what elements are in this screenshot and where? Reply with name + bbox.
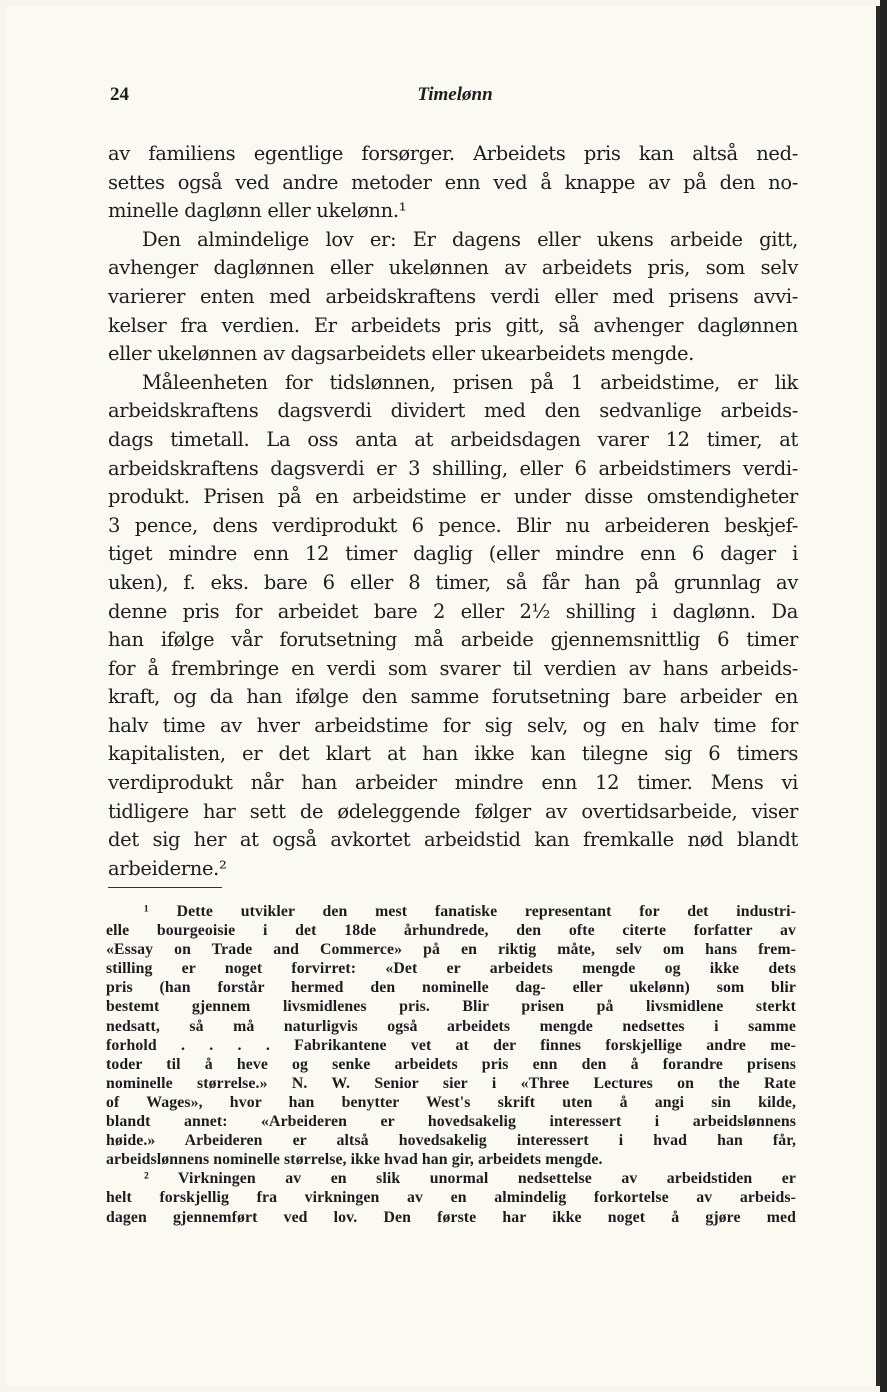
body-line: dags timetall. La oss anta at arbeidsdagen varer 12 timer, at	[108, 427, 798, 451]
body-line: varierer enten med arbeidskraftens verdi eller med prisens avvi-	[108, 284, 798, 308]
footnote-line: elle bourgeoisie i det 18de århundrede, den ofte citerte forfatter av	[106, 922, 796, 940]
footnote-line: blandt annet: «Arbeideren er hovedsakelig interessert i arbeidslønnens	[106, 1113, 796, 1131]
footnote-line: høide.» Arbeideren er altså hovedsakelig interessert i hvad han får,	[106, 1132, 796, 1150]
footnote-divider	[108, 887, 222, 888]
footnote-line: «Essay on Trade and Commerce» på en riktig måte, selv om hans frem-	[106, 941, 796, 959]
footnote-line: bestemt gjennem livsmidlenes pris. Blir prisen på livsmidlene sterkt	[106, 998, 796, 1016]
footnotes	[106, 902, 796, 1227]
footnote-line: nominelle størrelse.» N. W. Senior sier i «Three Lectures on the Rate	[106, 1074, 796, 1092]
body-line: kraft, og da han ifølge den samme forutsetning bare arbeider en	[108, 685, 798, 709]
body-line: arbeidskraftens dagsverdi er 3 shilling, eller 6 arbeidstimers verdi-	[108, 456, 798, 480]
body-line: tiget mindre enn 12 timer daglig (eller mindre enn 6 dager i	[108, 542, 798, 566]
footnote-line: forhold . . . . Fabrikantene vet at der finnes forskjellige andre me-	[106, 1036, 796, 1054]
body-line: for å frembringe en verdi som svarer til verdien av hans arbeids-	[108, 656, 798, 680]
footnote-line: toder til å heve og senke arbeidets pris enn den å forandre prisens	[106, 1055, 796, 1073]
body-line: tidligere har sett de ødeleggende følger av overtidsarbeide, viser	[108, 799, 798, 823]
body-line: kapitalisten, er det klart at han ikke kan tilegne sig 6 timers	[108, 742, 798, 766]
page-number: 24	[110, 84, 129, 105]
body-line: minelle daglønn eller ukelønn.¹	[108, 199, 407, 223]
body-line: han ifølge vår forutsetning må arbeide gjennemsnittlig 6 timer	[108, 628, 798, 652]
body-line: Den almindelige lov er: Er dagens eller ukens arbeide gitt,	[142, 227, 798, 251]
body-line: arbeidskraftens dagsverdi dividert med den sedvanlige arbeids-	[108, 399, 798, 423]
footnote-line: nedsatt, så må naturligvis også arbeidets mengde nedsettes i samme	[106, 1017, 796, 1035]
footnote-line: of Wages», hvor han benytter West's skrift uten å angi sin kilde,	[106, 1093, 796, 1111]
body-line: Måleenheten for tidslønnen, prisen på 1 arbeidstime, er lik	[142, 370, 798, 394]
body-line: av familiens egentlige forsørger. Arbeidets pris kan altså ned-	[108, 142, 798, 165]
body-line: settes også ved andre metoder enn ved å knappe av på den no-	[108, 170, 798, 194]
body-text	[108, 140, 798, 883]
footnote-line: arbeidslønnens nominelle størrelse, ikke hvad han gir, arbeidets mengde.	[106, 1151, 603, 1169]
body-line: avhenger daglønnen eller ukelønnen av arbeidets pris, som selv	[108, 256, 798, 280]
body-line: produkt. Prisen på en arbeidstime er under disse omstendigheter	[108, 485, 798, 509]
body-line: denne pris for arbeidet bare 2 eller 2½ shilling i daglønn. Da	[108, 599, 798, 623]
page-header	[110, 84, 800, 114]
body-line: eller ukelønnen av dagsarbeidets eller ukearbeidets mengde.	[108, 342, 694, 366]
body-line: det sig her at også avkortet arbeidstid kan fremkalle nød blandt	[108, 828, 798, 852]
footnote-line: helt forskjellig fra virkningen av en almindelig forkortelse av arbeids-	[106, 1189, 796, 1207]
body-line: halv time av hver arbeidstime for sig selv, og en halv time for	[108, 713, 798, 737]
footnote-line: pris (han forstår hermed den nominelle dag- eller ukelønn) som blir	[106, 979, 796, 997]
footnote-line: ¹ Dette utvikler den mest fanatiske representant for det industri-	[144, 903, 796, 920]
running-title: Timelønn	[417, 84, 493, 105]
body-line: arbeiderne.²	[108, 856, 227, 880]
body-line: kelser fra verdien. Er arbeidets pris gitt, så avhenger daglønnen	[108, 313, 798, 337]
page-edge-shadow	[880, 0, 887, 1392]
body-line: verdiprodukt når han arbeider mindre enn 12 timer. Mens vi	[108, 771, 798, 795]
footnote-line: dagen gjennemført ved lov. Den første har ikke noget å gjøre med	[106, 1208, 796, 1226]
body-line: 3 pence, dens verdiprodukt 6 pence. Blir nu arbeideren beskjef-	[108, 513, 798, 537]
body-line: uken), f. eks. bare 6 eller 8 timer, så får han på grunnlag av	[108, 570, 798, 594]
footnote-line: stilling er noget forvirret: «Det er arbeidets mengde og ikke dets	[106, 960, 796, 978]
footnote-line: ² Virkningen av en slik unormal nedsettelse av arbeidstiden er	[144, 1170, 796, 1188]
